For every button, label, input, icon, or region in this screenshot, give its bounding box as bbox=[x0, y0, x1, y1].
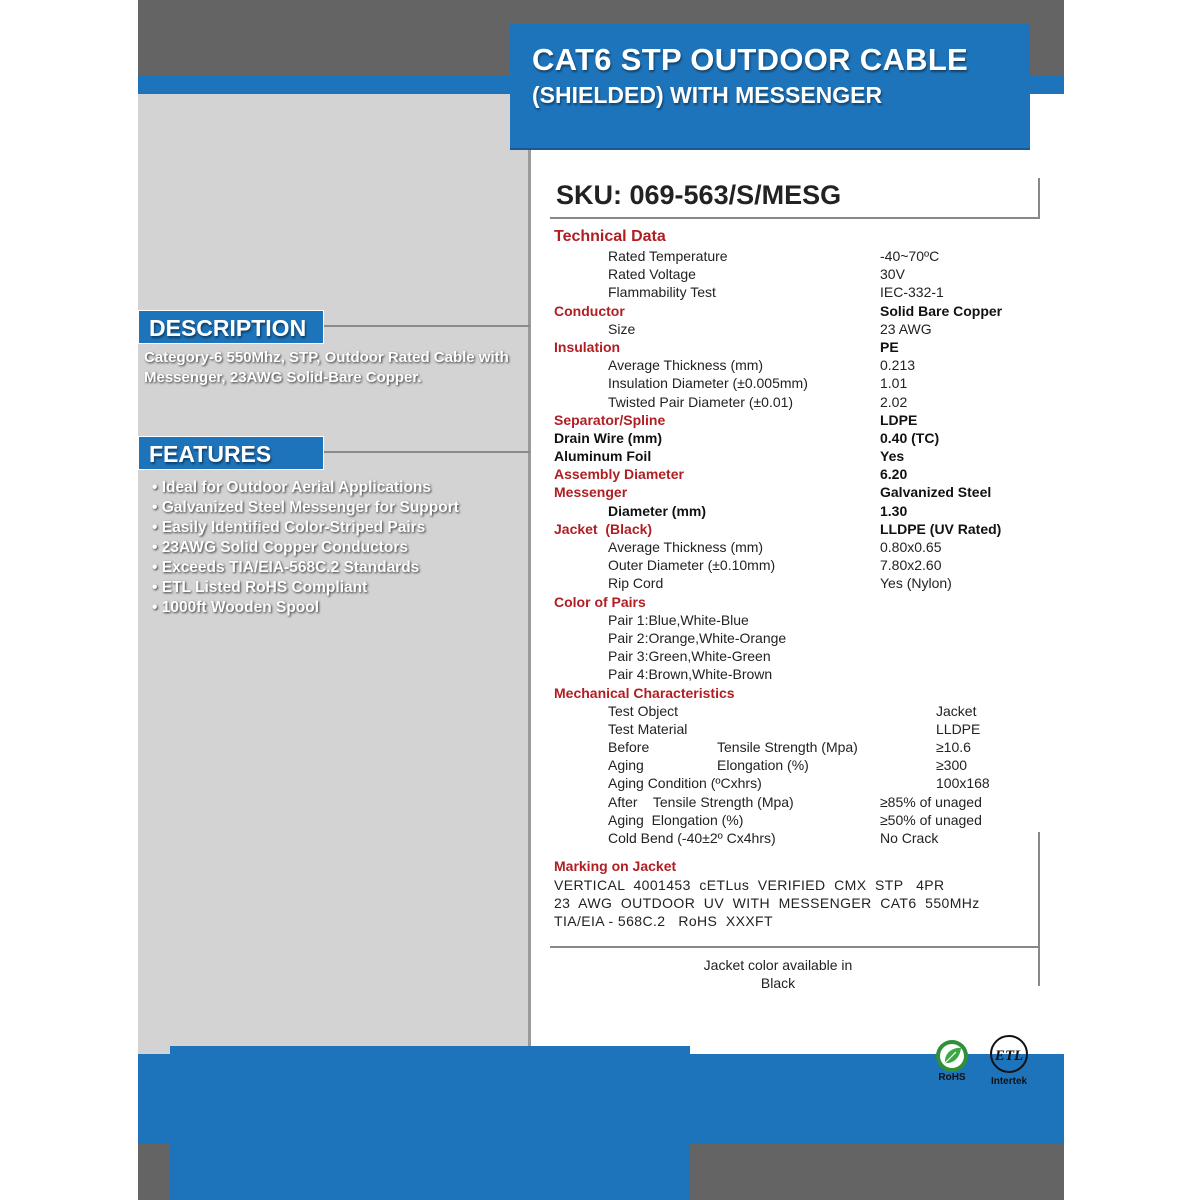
spec-row: Twisted Pair Diameter (±0.01) 2.02 bbox=[608, 393, 908, 410]
list-item: • Easily Identified Color-Striped Pairs bbox=[152, 519, 426, 536]
jacket-color-note: Jacket color available in Black bbox=[703, 957, 853, 991]
spec-row: Average Thickness (mm) 0.213 bbox=[608, 357, 916, 374]
spec-row: Aging Elongation (%) ≥300 bbox=[608, 757, 968, 774]
etl-logo bbox=[986, 1034, 1032, 1090]
features-list bbox=[152, 478, 528, 618]
spec-vertical-rule bbox=[1038, 832, 1040, 986]
spec-sheet bbox=[138, 0, 1064, 1200]
rohs-label: RoHS bbox=[938, 1072, 966, 1083]
spec-row: Pair 1:Blue,White-Blue bbox=[608, 611, 749, 628]
marking-heading: Marking on Jacket bbox=[554, 858, 677, 874]
spec-row: Messenger Galvanized Steel bbox=[554, 484, 992, 501]
technical-data-heading: Technical Data bbox=[554, 228, 666, 245]
spec-row: Drain Wire (mm) 0.40 (TC) bbox=[554, 429, 940, 446]
spec-row: Diameter (mm) 1.30 bbox=[608, 502, 908, 519]
page-title: CAT6 STP OUTDOOR CABLE bbox=[532, 42, 969, 77]
svg-text:ETL: ETL bbox=[994, 1048, 1024, 1064]
sku-label: SKU: 069-563/S/MESG bbox=[556, 180, 842, 210]
sku-rule bbox=[550, 217, 1040, 219]
spec-row: Aging Condition (ºCxhrs) 100x168 bbox=[608, 775, 990, 792]
spec-row: Mechanical Characteristics bbox=[554, 684, 735, 701]
spec-row: Separator/Spline LDPE bbox=[554, 411, 918, 428]
list-item: • Galvanized Steel Messenger for Support bbox=[152, 499, 459, 516]
spec-row: Test Object Jacket bbox=[608, 702, 977, 719]
description-text: Category-6 550Mhz, STP, Outdoor Rated Cable with Messenger, 23AWG Solid-Bare Copper. bbox=[144, 349, 509, 386]
list-item: • Exceeds TIA/EIA-568C.2 Standards bbox=[152, 559, 420, 576]
list-item: • Ideal for Outdoor Aerial Applications bbox=[152, 479, 431, 496]
spec-row: Size 23 AWG bbox=[608, 320, 932, 337]
features-rule bbox=[324, 451, 530, 453]
page-subtitle: (SHIELDED) WITH MESSENGER bbox=[532, 82, 883, 108]
features-heading: FEATURES bbox=[138, 436, 324, 470]
spec-row: Before Tensile Strength (Mpa) ≥10.6 bbox=[608, 739, 971, 756]
list-item: • ETL Listed RoHS Compliant bbox=[152, 579, 368, 596]
spec-row: Aluminum Foil Yes bbox=[554, 448, 905, 465]
sku-vertical-rule bbox=[1038, 178, 1040, 218]
bottom-blue-block bbox=[170, 1046, 690, 1200]
rohs-logo bbox=[934, 1038, 970, 1086]
marking-rule bbox=[550, 946, 1040, 948]
etl-sub-label: Intertek bbox=[990, 1076, 1028, 1087]
spec-row: Color of Pairs bbox=[554, 593, 646, 610]
left-panel-divider bbox=[528, 94, 531, 1054]
spec-row: After Tensile Strength (Mpa) ≥85% of unaged bbox=[608, 793, 982, 810]
spec-row: Rip Cord Yes (Nylon) bbox=[608, 575, 952, 592]
spec-row: Jacket (Black) LLDPE (UV Rated) bbox=[554, 520, 1002, 537]
spec-row: Aging Elongation (%) ≥50% of unaged bbox=[608, 811, 982, 828]
list-item: • 1000ft Wooden Spool bbox=[152, 599, 320, 616]
etl-mark-icon bbox=[986, 1034, 1032, 1076]
marking-line: 23 AWG OUTDOOR UV WITH MESSENGER CAT6 550MHz bbox=[554, 895, 980, 911]
title-box bbox=[510, 24, 1030, 150]
spec-row: Flammability Test IEC-332-1 bbox=[608, 284, 944, 301]
description-rule bbox=[324, 325, 530, 327]
spec-row: Insulation PE bbox=[554, 338, 899, 355]
spec-row: Rated Voltage 30V bbox=[608, 266, 905, 283]
marking-line: TIA/EIA - 568C.2 RoHS XXXFT bbox=[554, 913, 773, 929]
description-heading: DESCRIPTION bbox=[138, 310, 324, 344]
spec-row: Assembly Diameter 6.20 bbox=[554, 466, 908, 483]
spec-row: Average Thickness (mm) 0.80x0.65 bbox=[608, 539, 942, 555]
spec-row: Pair 2:Orange,White-Orange bbox=[608, 629, 787, 646]
marking-line: VERTICAL 4001453 cETLus VERIFIED CMX STP 4PR bbox=[554, 877, 945, 893]
spec-row: Insulation Diameter (±0.005mm) 1.01 bbox=[608, 375, 908, 392]
spec-row: Pair 3:Green,White-Green bbox=[608, 648, 771, 665]
list-item: • 23AWG Solid Copper Conductors bbox=[152, 539, 409, 556]
spec-table bbox=[554, 226, 1032, 847]
spec-row: Conductor Solid Bare Copper bbox=[554, 302, 1003, 319]
spec-row: Cold Bend (-40±2º Cx4hrs) No Crack bbox=[608, 830, 939, 846]
spec-row: Test Material LLDPE bbox=[608, 720, 981, 737]
spec-row: Rated Temperature -40~70ºC bbox=[608, 248, 940, 264]
spec-row: Pair 4:Brown,White-Brown bbox=[608, 666, 773, 683]
spec-row: Outer Diameter (±0.10mm) 7.80x2.60 bbox=[608, 557, 942, 574]
